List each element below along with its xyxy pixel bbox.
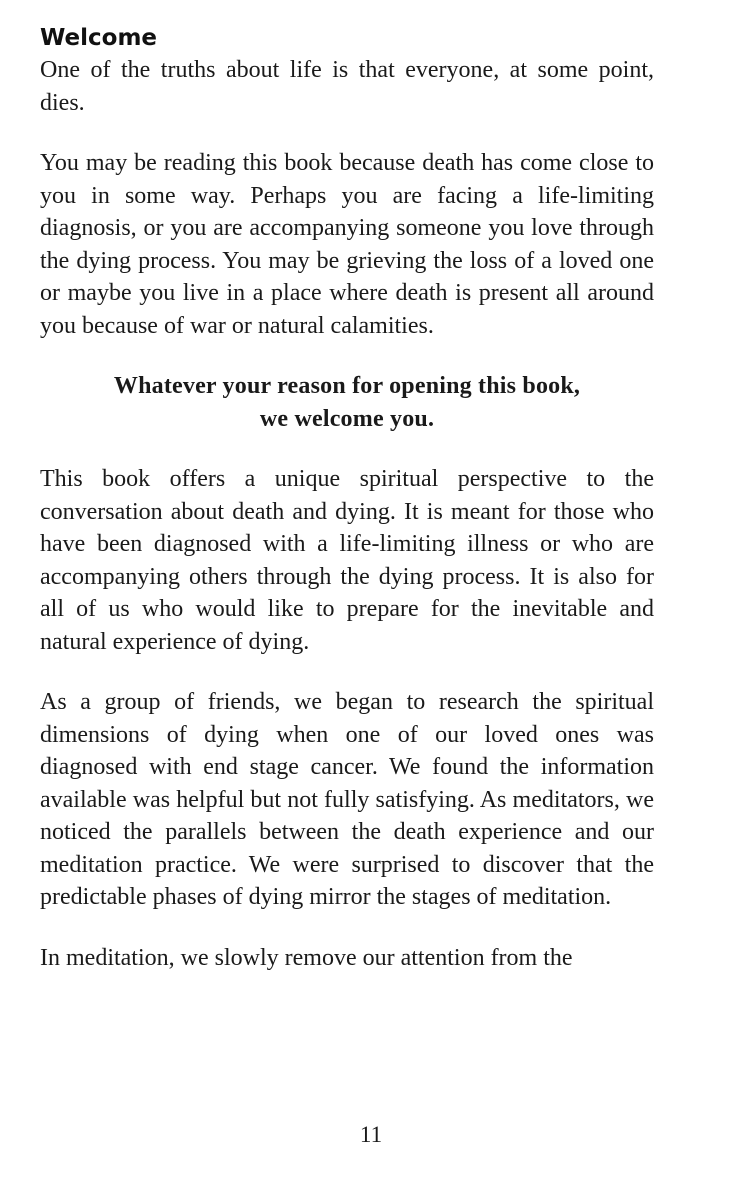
paragraph-origin: As a group of friends, we began to research the spiritual dimensions of dying when one of our loved ones was diagnosed with end stage cancer. We found the information available was helpful but not fully satisfying. As meditators, we noticed the parallels between the death experience and our meditation practice. We were surprised to discover that the predictable phases of dying mirror the stages of meditation. (40, 689, 654, 910)
section-heading: Welcome (40, 25, 158, 51)
callout-line-1: Whatever your reason for opening this book, (113, 373, 581, 399)
paragraph-reasons: You may be reading this book because death has come close to you in some way. Perhaps you are facing a life-limiting diagnosis, or you are accompanying someone you love through the dying process. You may be grieving the loss of a loved one or maybe you live in a place where death is present all around you because of war or natural calamities. (40, 150, 654, 339)
callout-line-2: we welcome you. (259, 405, 435, 432)
paragraph-intro: One of the truths about life is that everyone, at some point, dies. (40, 57, 654, 116)
paragraph-meditation: In meditation, we slowly remove our attention from the (40, 944, 573, 971)
page-number: 11 (359, 1122, 383, 1147)
page-body (40, 22, 654, 1002)
welcome-callout (40, 370, 654, 435)
paragraph-purpose: This book offers a unique spiritual perspective to the conversation about death and dying. It is meant for those who have been diagnosed with a life-limiting illness or who are accompanying others through the dying process. It is also for all of us who would like to prepare for the inevitable and natural experience of dying. (40, 466, 654, 655)
